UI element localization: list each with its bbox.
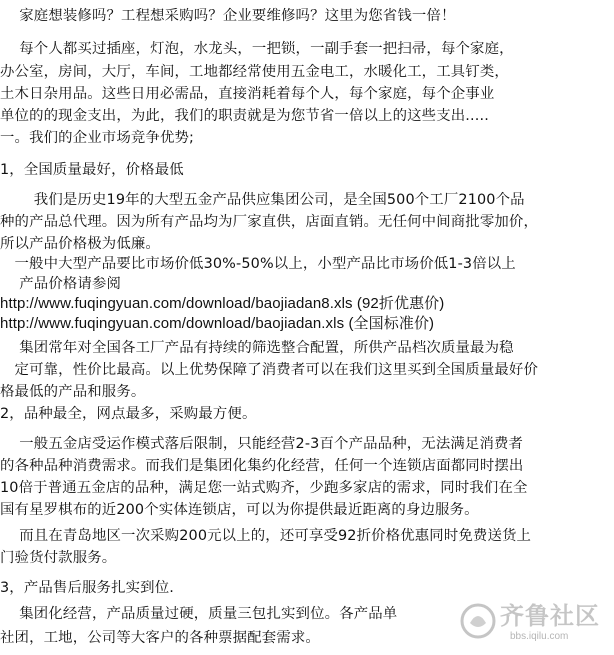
watermark-name: 齐鲁社区 bbox=[500, 602, 600, 630]
paragraph-line: 定可靠，性价比最高。以上优势保障了消费者可以在我们这里买到全国质量最好价 bbox=[0, 362, 539, 378]
watermark-url: bbs.iqilu.com bbox=[510, 631, 569, 642]
paragraph-line: 而且在青岛地区一次采购200元以上的，还可享受92折价格优惠同时免费送货上 bbox=[0, 528, 532, 544]
paragraph-line: 土木日杂用品。这些日用必需品，直接消耗着每个人，每个家庭，每个企事业 bbox=[0, 86, 495, 102]
paragraph-line: 单位的的现金支出，为此，我们的职责就是为您节省一倍以上的这些支出..... bbox=[0, 108, 489, 124]
paragraph-line: 集团化经营，产品质量过硬，质量三包扎实到位。各产品单 bbox=[0, 606, 398, 622]
price-list-link-discount[interactable]: http://www.fuqingyuan.com/download/baojiadan8.xls (92折优惠价) bbox=[0, 295, 445, 312]
subsection-heading: 1，全国质量最好，价格最低 bbox=[0, 162, 184, 178]
paragraph-line: 社团，工地，公司等大客户的各种票据配套需求。 bbox=[0, 630, 320, 646]
watermark-logo-icon bbox=[458, 601, 498, 641]
paragraph-line: 国有星罗棋布的近200个实体连锁店，可以为你提供最近距离的身边服务。 bbox=[0, 502, 479, 518]
paragraph-line: 门验货付款服务。 bbox=[0, 550, 117, 566]
subsection-heading: 2，品种最全，网点最多，采购最方便。 bbox=[0, 406, 257, 422]
paragraph-line: 每个人都买过插座，灯泡，水龙头，一把锁，一副手套一把扫帚，每个家庭， bbox=[0, 41, 514, 57]
price-list-link-standard[interactable]: http://www.fuqingyuan.com/download/baojiadan.xls (全国标准价) bbox=[0, 315, 435, 332]
paragraph-line: 办公室，房间，大厅，车间，工地都经常使用五金电工，水暖化工，工具钉类， bbox=[0, 64, 509, 80]
paragraph-line: 的各种品种消费需求。而我们是集团化集约化经营，任何一个连锁店面都同时摆出 bbox=[0, 458, 524, 474]
paragraph-line: 产品价格请参阅 bbox=[0, 276, 122, 292]
section-heading: 一。我们的企业市场竞争优势; bbox=[0, 130, 195, 146]
site-watermark bbox=[458, 601, 608, 645]
paragraph-line: 种的产品总代理。因为所有产品均为厂家直供，店面直销。无任何中间商批零加价， bbox=[0, 214, 539, 230]
paragraph-line: 格最低的产品和服务。 bbox=[0, 384, 146, 400]
subsection-heading: 3，产品售后服务扎实到位. bbox=[0, 580, 174, 596]
paragraph-line: 我们是历史19年的大型五金产品供应集团公司，是全国500个工厂2100个品 bbox=[0, 192, 525, 208]
paragraph-line: 一般中大型产品要比市场价低30%-50%以上，小型产品比市场价低1-3倍以上 bbox=[0, 256, 516, 272]
paragraph-line: 所以产品价格极为低廉。 bbox=[0, 236, 160, 252]
headline-line: 家庭想装修吗？工程想采购吗？企业要维修吗？这里为您省钱一倍！ bbox=[0, 8, 456, 24]
paragraph-line: 10倍于普通五金店的品种，满足您一站式购齐，少跑多家店的需求，同时我们在全 bbox=[0, 480, 528, 496]
paragraph-line: 集团常年对全国各工厂产品有持续的筛选整合配置，所供产品档次质量最为稳 bbox=[0, 340, 514, 356]
paragraph-line: 一般五金店受运作模式落后限制，只能经营2-3百个产品品种，无法满足消费者 bbox=[0, 436, 524, 452]
